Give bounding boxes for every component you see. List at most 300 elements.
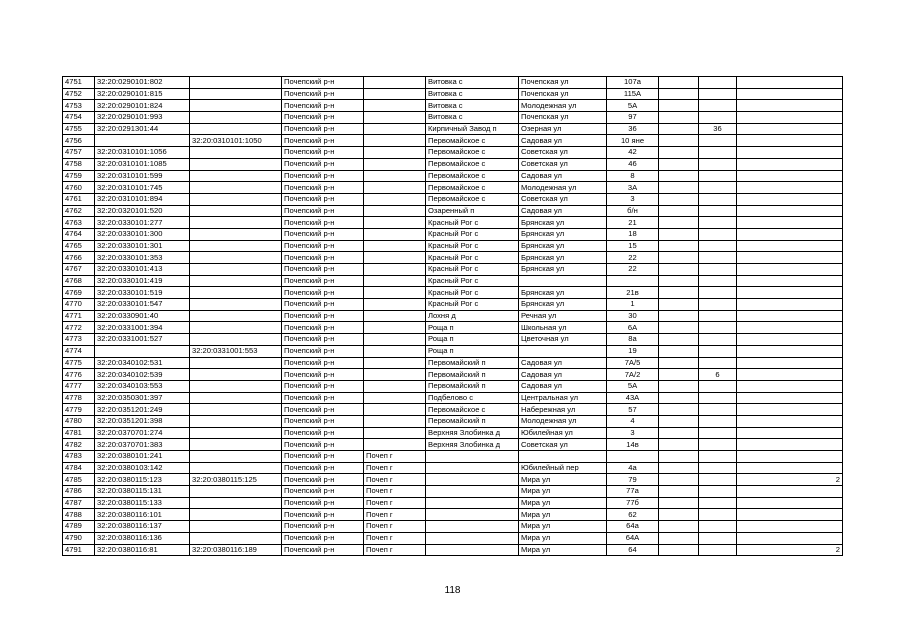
- extra-field-c-cell: 2: [737, 474, 843, 486]
- street-cell: Речная ул: [519, 310, 607, 322]
- street-cell: Молодежная ул: [519, 100, 607, 112]
- city-cell: [364, 182, 426, 194]
- extra-field-c-cell: [737, 345, 843, 357]
- table-row: [63, 310, 843, 322]
- extra-field-c-cell: [737, 100, 843, 112]
- table-row: [63, 112, 843, 124]
- table-row: [63, 427, 843, 439]
- table-row: [63, 474, 843, 486]
- street-cell: Садовая ул: [519, 380, 607, 392]
- table-row: [63, 252, 843, 264]
- row-number-cell: 4757: [63, 147, 95, 159]
- extra-field-c-cell: [737, 228, 843, 240]
- cadastral-number-cell: 32:20:0330101:547: [95, 299, 190, 311]
- cadastral-number-cell: 32:20:0330101:301: [95, 240, 190, 252]
- settlement-cell: Роща п: [426, 322, 519, 334]
- extra-field-b-cell: [699, 486, 737, 498]
- city-cell: [364, 427, 426, 439]
- extra-field-c-cell: [737, 193, 843, 205]
- house-number-cell: 14в: [607, 439, 659, 451]
- house-number-cell: 115А: [607, 88, 659, 100]
- extra-field-a-cell: [659, 205, 699, 217]
- table-row: [63, 357, 843, 369]
- extra-field-c-cell: [737, 170, 843, 182]
- cadastral-number-cell: 32:20:0330101:300: [95, 228, 190, 240]
- district-cell: Почепский р-н: [282, 427, 364, 439]
- row-number-cell: 4775: [63, 357, 95, 369]
- extra-field-b-cell: [699, 170, 737, 182]
- extra-field-c-cell: [737, 158, 843, 170]
- house-number-cell: 5А: [607, 380, 659, 392]
- street-cell: Садовая ул: [519, 135, 607, 147]
- table-row: [63, 205, 843, 217]
- table-row: [63, 532, 843, 544]
- extra-field-c-cell: [737, 135, 843, 147]
- house-number-cell: 22: [607, 264, 659, 276]
- row-number-cell: 4783: [63, 451, 95, 463]
- cadastral-number-cell: 32:20:0290101:824: [95, 100, 190, 112]
- city-cell: [364, 334, 426, 346]
- table-row: [63, 369, 843, 381]
- cadastral-number-cell: 32:20:0310101:1056: [95, 147, 190, 159]
- street-cell: Юбилейная ул: [519, 427, 607, 439]
- extra-field-c-cell: [737, 88, 843, 100]
- settlement-cell: Красный Рог с: [426, 217, 519, 229]
- settlement-cell: Витовка с: [426, 77, 519, 89]
- table-row: [63, 462, 843, 474]
- extra-field-c-cell: [737, 509, 843, 521]
- city-cell: [364, 147, 426, 159]
- district-cell: Почепский р-н: [282, 404, 364, 416]
- row-number-cell: 4788: [63, 509, 95, 521]
- linked-cadastral-number-cell: [190, 369, 282, 381]
- table-row: [63, 544, 843, 556]
- extra-field-c-cell: [737, 497, 843, 509]
- linked-cadastral-number-cell: [190, 158, 282, 170]
- extra-field-b-cell: [699, 334, 737, 346]
- city-cell: [364, 287, 426, 299]
- extra-field-c-cell: [737, 205, 843, 217]
- street-cell: Садовая ул: [519, 205, 607, 217]
- row-number-cell: 4768: [63, 275, 95, 287]
- row-number-cell: 4760: [63, 182, 95, 194]
- linked-cadastral-number-cell: [190, 392, 282, 404]
- table-row: [63, 158, 843, 170]
- district-cell: Почепский р-н: [282, 193, 364, 205]
- extra-field-a-cell: [659, 264, 699, 276]
- extra-field-a-cell: [659, 182, 699, 194]
- address-register-table: [62, 76, 843, 556]
- extra-field-c-cell: [737, 182, 843, 194]
- street-cell: Набережная ул: [519, 404, 607, 416]
- linked-cadastral-number-cell: [190, 217, 282, 229]
- settlement-cell: Первомайский п: [426, 357, 519, 369]
- extra-field-b-cell: [699, 310, 737, 322]
- extra-field-a-cell: [659, 380, 699, 392]
- house-number-cell: 21в: [607, 287, 659, 299]
- cadastral-number-cell: 32:20:0351201:398: [95, 415, 190, 427]
- row-number-cell: 4790: [63, 532, 95, 544]
- linked-cadastral-number-cell: [190, 77, 282, 89]
- table-row: [63, 182, 843, 194]
- street-cell: Молодежная ул: [519, 415, 607, 427]
- extra-field-b-cell: [699, 322, 737, 334]
- extra-field-c-cell: [737, 415, 843, 427]
- extra-field-c-cell: [737, 252, 843, 264]
- extra-field-b-cell: [699, 252, 737, 264]
- extra-field-b-cell: [699, 275, 737, 287]
- house-number-cell: 64а: [607, 521, 659, 533]
- row-number-cell: 4764: [63, 228, 95, 240]
- extra-field-c-cell: [737, 334, 843, 346]
- cadastral-number-cell: 32:20:0351201:249: [95, 404, 190, 416]
- district-cell: Почепский р-н: [282, 380, 364, 392]
- table-row: [63, 486, 843, 498]
- settlement-cell: Витовка с: [426, 88, 519, 100]
- cadastral-number-cell: 32:20:0290101:815: [95, 88, 190, 100]
- table-row: [63, 240, 843, 252]
- house-number-cell: 64А: [607, 532, 659, 544]
- table-row: [63, 451, 843, 463]
- table-row: [63, 287, 843, 299]
- cadastral-number-cell: 32:20:0331001:394: [95, 322, 190, 334]
- extra-field-a-cell: [659, 252, 699, 264]
- table-row: [63, 275, 843, 287]
- street-cell: [519, 345, 607, 357]
- city-cell: Почеп г: [364, 451, 426, 463]
- extra-field-b-cell: [699, 193, 737, 205]
- street-cell: [519, 275, 607, 287]
- district-cell: Почепский р-н: [282, 334, 364, 346]
- extra-field-b-cell: [699, 182, 737, 194]
- house-number-cell: 46: [607, 158, 659, 170]
- cadastral-number-cell: 32:20:0340102:531: [95, 357, 190, 369]
- extra-field-c-cell: [737, 299, 843, 311]
- city-cell: [364, 88, 426, 100]
- extra-field-c-cell: [737, 404, 843, 416]
- extra-field-a-cell: [659, 486, 699, 498]
- district-cell: Почепский р-н: [282, 521, 364, 533]
- extra-field-b-cell: [699, 392, 737, 404]
- house-number-cell: 8а: [607, 334, 659, 346]
- linked-cadastral-number-cell: [190, 532, 282, 544]
- extra-field-c-cell: [737, 380, 843, 392]
- settlement-cell: Витовка с: [426, 100, 519, 112]
- city-cell: [364, 240, 426, 252]
- extra-field-a-cell: [659, 415, 699, 427]
- row-number-cell: 4781: [63, 427, 95, 439]
- row-number-cell: 4761: [63, 193, 95, 205]
- extra-field-c-cell: [737, 357, 843, 369]
- extra-field-a-cell: [659, 322, 699, 334]
- district-cell: Почепский р-н: [282, 88, 364, 100]
- district-cell: Почепский р-н: [282, 240, 364, 252]
- district-cell: Почепский р-н: [282, 392, 364, 404]
- row-number-cell: 4777: [63, 380, 95, 392]
- settlement-cell: [426, 486, 519, 498]
- cadastral-number-cell: 32:20:0291301:44: [95, 123, 190, 135]
- row-number-cell: 4782: [63, 439, 95, 451]
- district-cell: Почепский р-н: [282, 77, 364, 89]
- street-cell: Брянская ул: [519, 299, 607, 311]
- linked-cadastral-number-cell: [190, 205, 282, 217]
- house-number-cell: 97: [607, 112, 659, 124]
- settlement-cell: [426, 474, 519, 486]
- settlement-cell: Первомайское с: [426, 147, 519, 159]
- linked-cadastral-number-cell: [190, 404, 282, 416]
- street-cell: Молодежная ул: [519, 182, 607, 194]
- city-cell: [364, 322, 426, 334]
- house-number-cell: 64: [607, 544, 659, 556]
- extra-field-a-cell: [659, 404, 699, 416]
- house-number-cell: 22: [607, 252, 659, 264]
- linked-cadastral-number-cell: [190, 275, 282, 287]
- city-cell: Почеп г: [364, 521, 426, 533]
- house-number-cell: 3: [607, 427, 659, 439]
- row-number-cell: 4789: [63, 521, 95, 533]
- city-cell: [364, 217, 426, 229]
- settlement-cell: [426, 497, 519, 509]
- row-number-cell: 4752: [63, 88, 95, 100]
- extra-field-b-cell: [699, 462, 737, 474]
- city-cell: [364, 123, 426, 135]
- city-cell: Почеп г: [364, 509, 426, 521]
- city-cell: [364, 158, 426, 170]
- district-cell: Почепский р-н: [282, 112, 364, 124]
- cadastral-number-cell: 32:20:0380103:142: [95, 462, 190, 474]
- extra-field-c-cell: [737, 462, 843, 474]
- cadastral-number-cell: 32:20:0370701:274: [95, 427, 190, 439]
- street-cell: Почепская ул: [519, 88, 607, 100]
- linked-cadastral-number-cell: [190, 427, 282, 439]
- cadastral-number-cell: 32:20:0340103:553: [95, 380, 190, 392]
- extra-field-a-cell: [659, 158, 699, 170]
- street-cell: Садовая ул: [519, 357, 607, 369]
- cadastral-number-cell: 32:20:0290101:993: [95, 112, 190, 124]
- table-row: [63, 135, 843, 147]
- extra-field-c-cell: [737, 427, 843, 439]
- extra-field-b-cell: [699, 299, 737, 311]
- street-cell: Мира ул: [519, 486, 607, 498]
- district-cell: Почепский р-н: [282, 345, 364, 357]
- district-cell: Почепский р-н: [282, 135, 364, 147]
- extra-field-a-cell: [659, 521, 699, 533]
- cadastral-number-cell: [95, 135, 190, 147]
- table-row: [63, 299, 843, 311]
- table-row: [63, 521, 843, 533]
- cadastral-number-cell: 32:20:0331001:527: [95, 334, 190, 346]
- house-number-cell: 8: [607, 170, 659, 182]
- row-number-cell: 4786: [63, 486, 95, 498]
- row-number-cell: 4762: [63, 205, 95, 217]
- cadastral-number-cell: 32:20:0320101:520: [95, 205, 190, 217]
- row-number-cell: 4766: [63, 252, 95, 264]
- city-cell: Почеп г: [364, 462, 426, 474]
- city-cell: [364, 415, 426, 427]
- extra-field-c-cell: [737, 112, 843, 124]
- cadastral-number-cell: 32:20:0370701:383: [95, 439, 190, 451]
- extra-field-a-cell: [659, 217, 699, 229]
- street-cell: Мира ул: [519, 532, 607, 544]
- city-cell: [364, 345, 426, 357]
- house-number-cell: 3А: [607, 182, 659, 194]
- table-row: [63, 392, 843, 404]
- extra-field-a-cell: [659, 275, 699, 287]
- extra-field-c-cell: [737, 275, 843, 287]
- settlement-cell: Витовка с: [426, 112, 519, 124]
- street-cell: Брянская ул: [519, 240, 607, 252]
- linked-cadastral-number-cell: [190, 228, 282, 240]
- extra-field-b-cell: [699, 404, 737, 416]
- table-row: [63, 322, 843, 334]
- extra-field-b-cell: [699, 147, 737, 159]
- house-number-cell: 19: [607, 345, 659, 357]
- extra-field-b-cell: [699, 205, 737, 217]
- city-cell: [364, 228, 426, 240]
- linked-cadastral-number-cell: [190, 439, 282, 451]
- district-cell: Почепский р-н: [282, 158, 364, 170]
- extra-field-a-cell: [659, 112, 699, 124]
- table-row: [63, 380, 843, 392]
- cadastral-number-cell: [95, 345, 190, 357]
- district-cell: Почепский р-н: [282, 252, 364, 264]
- city-cell: [364, 135, 426, 147]
- extra-field-a-cell: [659, 532, 699, 544]
- settlement-cell: Красный Рог с: [426, 275, 519, 287]
- linked-cadastral-number-cell: [190, 170, 282, 182]
- extra-field-b-cell: [699, 240, 737, 252]
- extra-field-a-cell: [659, 334, 699, 346]
- extra-field-a-cell: [659, 170, 699, 182]
- extra-field-a-cell: [659, 345, 699, 357]
- street-cell: Садовая ул: [519, 170, 607, 182]
- settlement-cell: Лохня д: [426, 310, 519, 322]
- city-cell: [364, 404, 426, 416]
- district-cell: Почепский р-н: [282, 123, 364, 135]
- district-cell: Почепский р-н: [282, 287, 364, 299]
- row-number-cell: 4785: [63, 474, 95, 486]
- extra-field-a-cell: [659, 287, 699, 299]
- settlement-cell: Первомайское с: [426, 182, 519, 194]
- settlement-cell: Роща п: [426, 334, 519, 346]
- street-cell: Советская ул: [519, 147, 607, 159]
- settlement-cell: [426, 521, 519, 533]
- street-cell: Цветочная ул: [519, 334, 607, 346]
- extra-field-c-cell: [737, 521, 843, 533]
- cadastral-number-cell: 32:20:0330101:519: [95, 287, 190, 299]
- row-number-cell: 4769: [63, 287, 95, 299]
- house-number-cell: 4: [607, 415, 659, 427]
- district-cell: Почепский р-н: [282, 228, 364, 240]
- linked-cadastral-number-cell: [190, 334, 282, 346]
- extra-field-b-cell: [699, 100, 737, 112]
- district-cell: Почепский р-н: [282, 299, 364, 311]
- table-row: [63, 509, 843, 521]
- row-number-cell: 4772: [63, 322, 95, 334]
- row-number-cell: 4780: [63, 415, 95, 427]
- city-cell: Почеп г: [364, 474, 426, 486]
- house-number-cell: 79: [607, 474, 659, 486]
- linked-cadastral-number-cell: [190, 521, 282, 533]
- extra-field-b-cell: 6: [699, 369, 737, 381]
- street-cell: Мира ул: [519, 509, 607, 521]
- row-number-cell: 4784: [63, 462, 95, 474]
- extra-field-a-cell: [659, 509, 699, 521]
- cadastral-number-cell: 32:20:0330901:40: [95, 310, 190, 322]
- district-cell: Почепский р-н: [282, 486, 364, 498]
- cadastral-number-cell: 32:20:0380115:133: [95, 497, 190, 509]
- row-number-cell: 4787: [63, 497, 95, 509]
- row-number-cell: 4770: [63, 299, 95, 311]
- settlement-cell: Красный Рог с: [426, 240, 519, 252]
- street-cell: Брянская ул: [519, 287, 607, 299]
- linked-cadastral-number-cell: [190, 240, 282, 252]
- city-cell: [364, 112, 426, 124]
- extra-field-b-cell: [699, 427, 737, 439]
- district-cell: Почепский р-н: [282, 439, 364, 451]
- row-number-cell: 4778: [63, 392, 95, 404]
- settlement-cell: Первомайский п: [426, 380, 519, 392]
- extra-field-a-cell: [659, 427, 699, 439]
- extra-field-b-cell: [699, 532, 737, 544]
- table-row: [63, 404, 843, 416]
- extra-field-b-cell: [699, 158, 737, 170]
- row-number-cell: 4755: [63, 123, 95, 135]
- extra-field-b-cell: [699, 217, 737, 229]
- city-cell: Почеп г: [364, 497, 426, 509]
- street-cell: Почепская ул: [519, 77, 607, 89]
- house-number-cell: 4а: [607, 462, 659, 474]
- extra-field-b-cell: [699, 497, 737, 509]
- house-number-cell: 18: [607, 228, 659, 240]
- row-number-cell: 4756: [63, 135, 95, 147]
- row-number-cell: 4771: [63, 310, 95, 322]
- extra-field-a-cell: [659, 240, 699, 252]
- extra-field-a-cell: [659, 439, 699, 451]
- city-cell: Почеп г: [364, 544, 426, 556]
- extra-field-c-cell: [737, 451, 843, 463]
- settlement-cell: Роща п: [426, 345, 519, 357]
- extra-field-b-cell: [699, 112, 737, 124]
- house-number-cell: 1: [607, 299, 659, 311]
- row-number-cell: 4779: [63, 404, 95, 416]
- extra-field-a-cell: [659, 193, 699, 205]
- cadastral-number-cell: 32:20:0340102:539: [95, 369, 190, 381]
- row-number-cell: 4754: [63, 112, 95, 124]
- district-cell: Почепский р-н: [282, 205, 364, 217]
- district-cell: Почепский р-н: [282, 357, 364, 369]
- row-number-cell: 4759: [63, 170, 95, 182]
- settlement-cell: Первомайский п: [426, 369, 519, 381]
- settlement-cell: Верхняя Злобинка д: [426, 427, 519, 439]
- district-cell: Почепский р-н: [282, 170, 364, 182]
- settlement-cell: Первомайское с: [426, 158, 519, 170]
- linked-cadastral-number-cell: [190, 88, 282, 100]
- street-cell: Советская ул: [519, 439, 607, 451]
- table-row: [63, 100, 843, 112]
- linked-cadastral-number-cell: [190, 123, 282, 135]
- settlement-cell: Первомайский п: [426, 415, 519, 427]
- cadastral-number-cell: 32:20:0310101:894: [95, 193, 190, 205]
- extra-field-a-cell: [659, 100, 699, 112]
- city-cell: [364, 77, 426, 89]
- street-cell: Брянская ул: [519, 252, 607, 264]
- city-cell: [364, 252, 426, 264]
- linked-cadastral-number-cell: 32:20:0380115:125: [190, 474, 282, 486]
- house-number-cell: 36: [607, 123, 659, 135]
- extra-field-a-cell: [659, 357, 699, 369]
- table-row: [63, 439, 843, 451]
